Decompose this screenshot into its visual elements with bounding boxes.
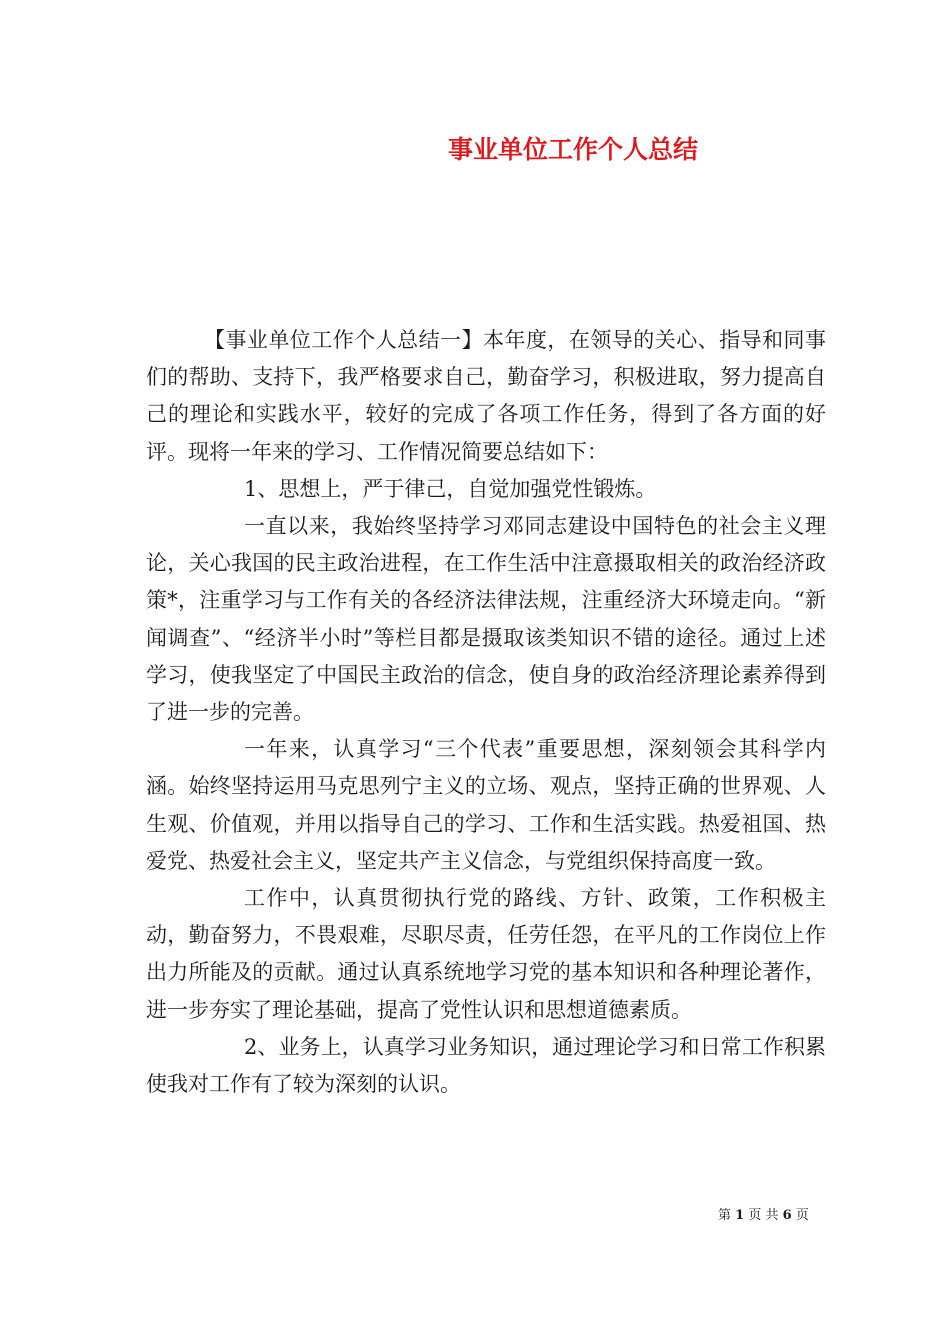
footer-suffix: 页 [795,1208,809,1223]
footer-page-number: 1 [735,1208,745,1223]
title-area [0,132,950,172]
footer-page-total: 6 [782,1208,792,1223]
paragraph-intro: 【事业单位工作个人总结一】本年度，在领导的关心、指导和同事们的帮助、支持下，我严格要求自己，勤奋学习，积极进取，努力提高自己的理论和实践水平，较好的完成了各项工作任务，得到了各方面的好评。现将一年来的学习、工作情况简要总结如下： [146,328,826,464]
paragraph-three-represents: 一年来，认真学习“三个代表”重要思想，深刻领会其科学内涵。始终坚持运用马克思列宁主义的立场、观点，坚持正确的世界观、人生观、价值观，并用以指导自己的学习、工作和生活实践。热爱祖国、热爱党、热爱社会主义，坚定共产主义信念，与党组织保持高度一致。 [146,737,826,873]
paragraph-section-1-heading: 1、思想上，严于律己，自觉加强党性锻炼。 [244,476,657,501]
paragraph-section-2-heading: 2、业务上，认真学习业务知识，通过理论学习和日常工作积累使我对工作有了较为深刻的认识。 [146,1034,826,1097]
footer-prefix: 第 [718,1208,732,1223]
paragraph-theory-study: 一直以来，我始终坚持学习邓同志建设中国特色的社会主义理论，关心我国的民主政治进程，在工作生活中注意摄取相关的政治经济政策*，注重学习与工作有关的各经济法律法规，注重经济大环境走向。“新闻调查”、“经济半小时”等栏目都是摄取该类知识不错的途径。通过上述学习，使我坚定了中国民主政治的信念，使自身的政治经济理论素养得到了进一步的完善。 [146,514,826,725]
page-title: 事业单位工作个人总结 [448,135,699,164]
paragraph-work-attitude: 工作中，认真贯彻执行党的路线、方针、政策，工作积极主动，勤奋努力，不畏艰难，尽职尽责，任劳任怨，在平凡的工作岗位上作出力所能及的贡献。通过认真系统地学习党的基本知识和各种理论著作，进一步夯实了理论基础，提高了党性认识和思想道德素质。 [146,886,826,1022]
document-body [146,322,826,1103]
footer-middle: 页 共 [748,1208,779,1223]
page-footer [718,1204,809,1223]
